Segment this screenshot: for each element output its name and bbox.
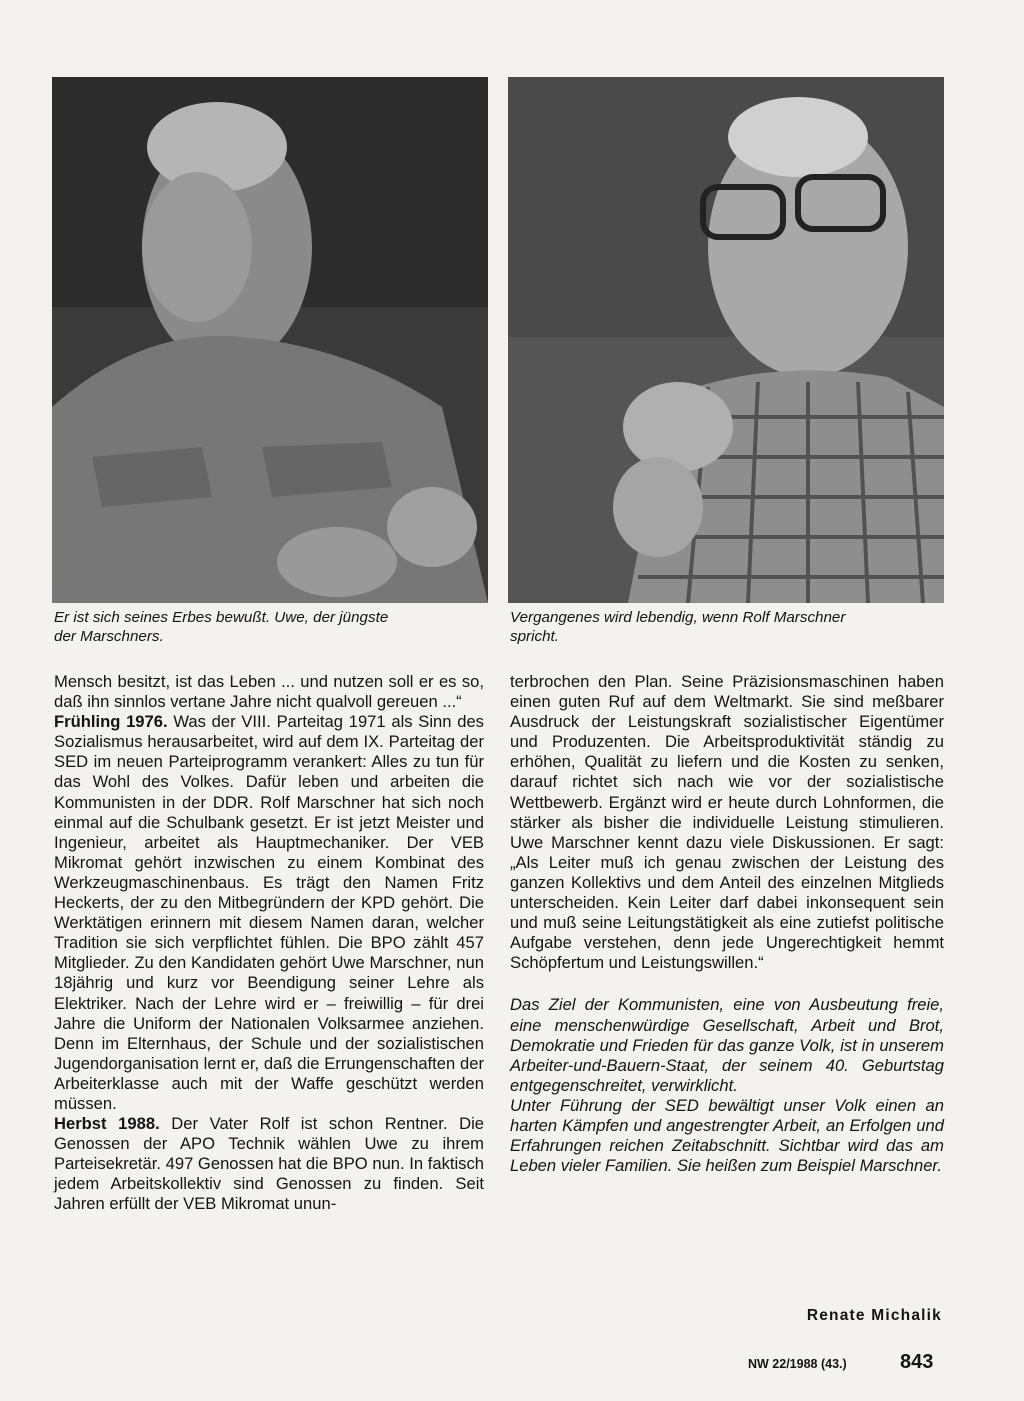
photo-rolf-marschner: [508, 77, 944, 603]
article-column-left: [54, 672, 484, 1215]
section-lead: Frühling 1976.: [54, 712, 168, 732]
issue-reference: NW 22/1988 (43.): [748, 1357, 847, 1371]
closing-paragraph: Das Ziel der Kommunisten, eine von Ausbeutung freie, eine menschenwürdige Gesellschaft, Arbeit und Brot, Demokratie und Frieden für das ganze Volk, ist in unserem Arbeiter-und-Bauern-Staat, der seinem 40. Geburtstag entgegenschreitet, verwirklicht.: [510, 995, 944, 1095]
article-column-right: [510, 672, 944, 1176]
photo-uwe-marschner: [52, 77, 488, 603]
caption-line: Er ist sich seines Erbes bewußt. Uwe, der jüngste: [54, 609, 389, 626]
caption-line: Vergangenes wird lebendig, wenn Rolf Marschner: [510, 609, 846, 626]
section-lead: Herbst 1988.: [54, 1114, 160, 1134]
paragraph: Mensch besitzt, ist das Leben ... und nutzen soll er es so, daß ihn sinnlos vertane Jahre nicht qualvoll gereuen ...“: [54, 672, 484, 712]
caption-line: der Marschners.: [54, 628, 164, 645]
paragraph: [54, 712, 484, 1114]
caption-line: spricht.: [510, 628, 559, 645]
paragraph-body: Der Vater Rolf ist schon Rentner. Die Genossen der APO Technik wählen Uwe zu ihrem Parteisekretär. 497 Genossen hat die BPO nun. In faktisch jedem Arbeitskollektiv sind Genossen zu finden. Seit Jahren erfüllt der VEB Mikromat unun-: [54, 1114, 484, 1214]
page-number: 843: [900, 1351, 934, 1373]
closing-paragraph: Unter Führung der SED bewältigt unser Volk einen an harten Kämpfen und angestrengter Arbeit, an Erfolgen und Erfahrungen reichen Zeitabschnitt. Sichtbar wird das am Leben vieler Familien. Sie heißen zum Beispiel Marschner.: [510, 1095, 944, 1176]
photo-caption-right: [510, 608, 946, 646]
paragraph-body: Was der VIII. Parteitag 1971 als Sinn des Sozialismus herausarbeitet, wird auf dem IX. Parteitag der SED im neuen Parteiprogramm verankert: Alles zu tun für das Wohl des Volkes. Dafür leben und arbeiten die Kommunisten in der DDR. Rolf Marschner hat sich noch einmal auf die Schulbank gesetzt. Er ist jetzt Meister und Ingenieur, arbeitet als Hauptmechaniker. Der VEB Mikromat gehört inzwischen zu einem Kombinat des Werkzeugmaschinenbaus. Es trägt den Namen Fritz Heckerts, der zu den Mitbegründern der KPD gehört. Die Werktätigen erinnern mit diesem Namen daran, welcher Tradition sie sich verpflichtet fühlen. Die BPO zählt 457 Mitglieder. Zu den Kandidaten gehört Uwe Marschner, nun 18jährig und kurz vor Beendigung seiner Lehre als Elektriker. Nach der Lehre wird er – freiwillig – für drei Jahre die Uniform der Nationalen Volksarmee anziehen. Denn im Elternhaus, der Schule und der sozialistischen Jugendorganisation lernt er, daß die Errungenschaften der Arbeiterklasse auch mit der Waffe geschützt werden müssen.: [54, 712, 484, 1113]
paragraph: [54, 1114, 484, 1214]
author-byline: Renate Michalik: [806, 1307, 942, 1324]
paragraph: terbrochen den Plan. Seine Präzisionsmaschinen haben einen guten Ruf auf dem Weltmarkt. Sie sind meßbarer Ausdruck der Leistungskraft sozialistischer Eigentümer und Produzenten. Die Arbeitsproduktivität ständig zu erhöhen, Qualität zu liefern und die Kosten zu senken, darauf richtet sich nach wie vor der sozialistische Wettbewerb. Ergänzt wird er heute durch Lohnformen, die stärker als bisher die individuelle Leistung stimulieren. Uwe Marschner kennt dazu viele Diskussionen. Er sagt: „Als Leiter muß ich genau zwischen der Leistung des ganzen Kollektivs und dem Anteil des einzelnen Mitglieds unterscheiden. Kein Leiter darf dabei inkonsequent sein und muß seine Leitungstätigkeit als eine zutiefst politische Aufgabe verstehen, denn jede Ungerechtigkeit hemmt Schöpfertum und Leistungswillen.“: [510, 672, 944, 973]
photo-caption-left: [54, 608, 490, 646]
